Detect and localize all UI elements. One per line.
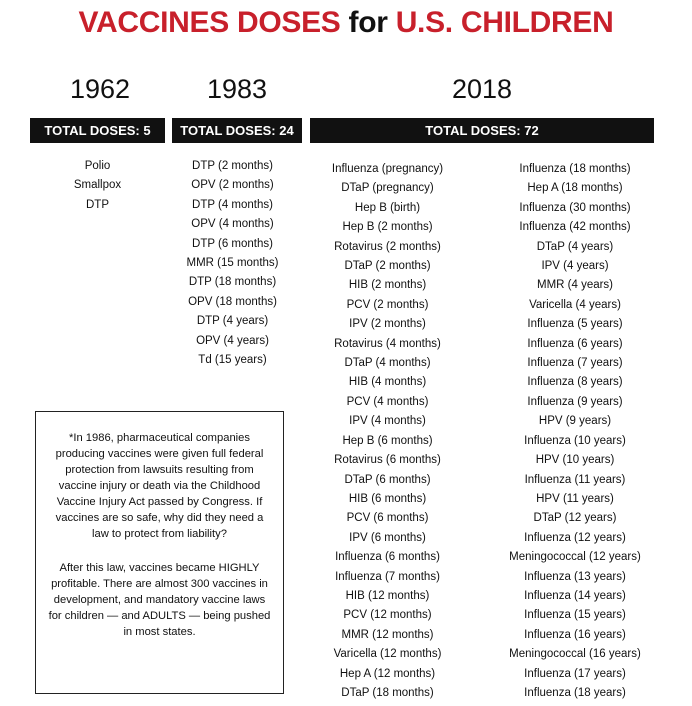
dose-item: DTaP (2 months) (344, 260, 431, 273)
dose-item: Influenza (16 years) (524, 628, 626, 641)
dose-item: OPV (2 months) (191, 179, 274, 192)
total-doses-1983-bar (172, 118, 302, 143)
dose-item: Hep B (6 months) (342, 434, 433, 447)
dose-item: Influenza (17 years) (524, 667, 626, 680)
dose-item: Hep A (18 months) (527, 182, 623, 195)
dose-item: Influenza (7 months) (335, 570, 440, 583)
dose-item: OPV (18 months) (188, 295, 277, 308)
dose-item: Influenza (7 years) (527, 357, 623, 370)
dose-item: IPV (6 months) (349, 531, 426, 544)
total-doses-2018-label: TOTAL DOSES: 72 (425, 123, 539, 138)
dose-item: OPV (4 years) (196, 334, 269, 347)
year-1983-heading: 1983 (206, 74, 268, 104)
dose-item: DTP (18 months) (188, 276, 277, 289)
dose-item: Rotavirus (2 months) (334, 240, 441, 253)
dose-item: IPV (4 years) (541, 260, 609, 273)
year-1962-heading: 1962 (69, 74, 131, 104)
dose-item: Hep B (2 months) (342, 221, 433, 234)
dose-item: MMR (15 months) (186, 257, 279, 270)
dose-item: Influenza (8 years) (527, 376, 623, 389)
dose-item: OPV (4 months) (191, 218, 274, 231)
dose-item: Influenza (30 months) (519, 201, 631, 214)
dose-item: Td (15 years) (198, 354, 267, 367)
dose-item: Influenza (18 years) (524, 686, 626, 699)
dose-item: DTaP (12 years) (533, 512, 617, 525)
dose-item: PCV (6 months) (346, 512, 429, 525)
dose-item: DTP (86, 198, 109, 211)
dose-item: Influenza (12 years) (524, 531, 626, 544)
title-vaccines-doses: VACCINES DOSES (78, 6, 341, 39)
note-paragraph-2: After this law, vaccines became HIGHLY profitable. There are almost 300 vaccines in development, and mandatory vaccine laws for children — and ADULTS — being pushed in most states. (48, 562, 271, 638)
dose-item: HIB (4 months) (348, 376, 427, 389)
title-for: for (348, 6, 388, 39)
dose-item: PCV (2 months) (346, 298, 429, 311)
title-us-children: U.S. CHILDREN (395, 6, 614, 39)
total-doses-1962-bar (30, 118, 165, 143)
dose-item: HPV (11 years) (536, 492, 614, 505)
dose-item: IPV (4 months) (349, 415, 426, 428)
dose-item: DTaP (18 months) (341, 686, 434, 699)
total-doses-2018-bar (310, 118, 654, 143)
dose-item: HIB (6 months) (348, 492, 427, 505)
dose-item: Influenza (6 months) (335, 551, 440, 564)
dose-item: DTaP (pregnancy) (341, 182, 434, 195)
dose-list-2018-left (315, 160, 460, 703)
dose-item: Polio (84, 160, 111, 172)
dose-item: DTaP (4 years) (536, 240, 614, 253)
dose-item: Rotavirus (6 months) (334, 454, 441, 467)
year-2018-heading: 2018 (451, 74, 513, 104)
dose-item: DTP (4 months) (192, 198, 273, 211)
dose-item: MMR (12 months) (341, 628, 434, 641)
dose-item: Influenza (15 years) (524, 609, 626, 622)
dose-item: Meningococcal (16 years) (509, 648, 641, 661)
dose-item: Influenza (18 months) (519, 163, 631, 175)
dose-item: PCV (12 months) (343, 609, 432, 622)
total-doses-1983-label: TOTAL DOSES: 24 (180, 123, 294, 138)
dose-item: DTP (2 months) (192, 160, 273, 172)
dose-item: Influenza (9 years) (527, 395, 623, 408)
dose-item: Hep B (birth) (354, 201, 421, 214)
dose-item: DTP (6 months) (192, 237, 273, 250)
dose-item: Influenza (42 months) (519, 221, 631, 234)
dose-item: Influenza (pregnancy) (331, 163, 444, 175)
dose-item: Meningococcal (12 years) (509, 551, 641, 564)
dose-item: Influenza (10 years) (524, 434, 626, 447)
dose-item: Influenza (11 years) (524, 473, 626, 486)
dose-item: Influenza (14 years) (524, 589, 626, 602)
dose-item: HPV (10 years) (535, 454, 615, 467)
dose-item: Influenza (13 years) (524, 570, 626, 583)
dose-item: DTaP (6 months) (344, 473, 431, 486)
dose-list-1983 (160, 157, 305, 370)
dose-item: Influenza (5 years) (527, 318, 623, 331)
dose-item: Hep A (12 months) (339, 667, 436, 680)
dose-item: IPV (2 months) (349, 318, 426, 331)
dose-item: Varicella (12 months) (333, 648, 442, 661)
dose-item: PCV (4 months) (346, 395, 429, 408)
dose-item: Varicella (4 years) (529, 298, 621, 311)
dose-list-2018-right (500, 160, 650, 703)
dose-item: HPV (9 years) (538, 415, 612, 428)
dose-item: Influenza (6 years) (527, 337, 623, 350)
note-paragraph-1: *In 1986, pharmaceutical companies producing vaccines were given full federal protection from lawsuits resulting from vaccine injury or death via the Childhood Vaccine Injury Act passed by Congress. If vaccines are so safe, why did they need a law to protect from liability? (55, 432, 264, 540)
dose-item: DTP (4 years) (196, 315, 269, 328)
total-doses-1962-label: TOTAL DOSES: 5 (44, 123, 151, 138)
dose-item: HIB (12 months) (345, 589, 430, 602)
dose-item: Smallpox (73, 179, 122, 192)
page-title (0, 6, 692, 40)
dose-item: HIB (2 months) (348, 279, 427, 292)
dose-item: DTaP (4 months) (344, 357, 431, 370)
liability-note-box (35, 411, 284, 694)
dose-list-1962 (30, 157, 165, 215)
dose-item: Rotavirus (4 months) (334, 337, 441, 350)
dose-item: MMR (4 years) (536, 279, 614, 292)
